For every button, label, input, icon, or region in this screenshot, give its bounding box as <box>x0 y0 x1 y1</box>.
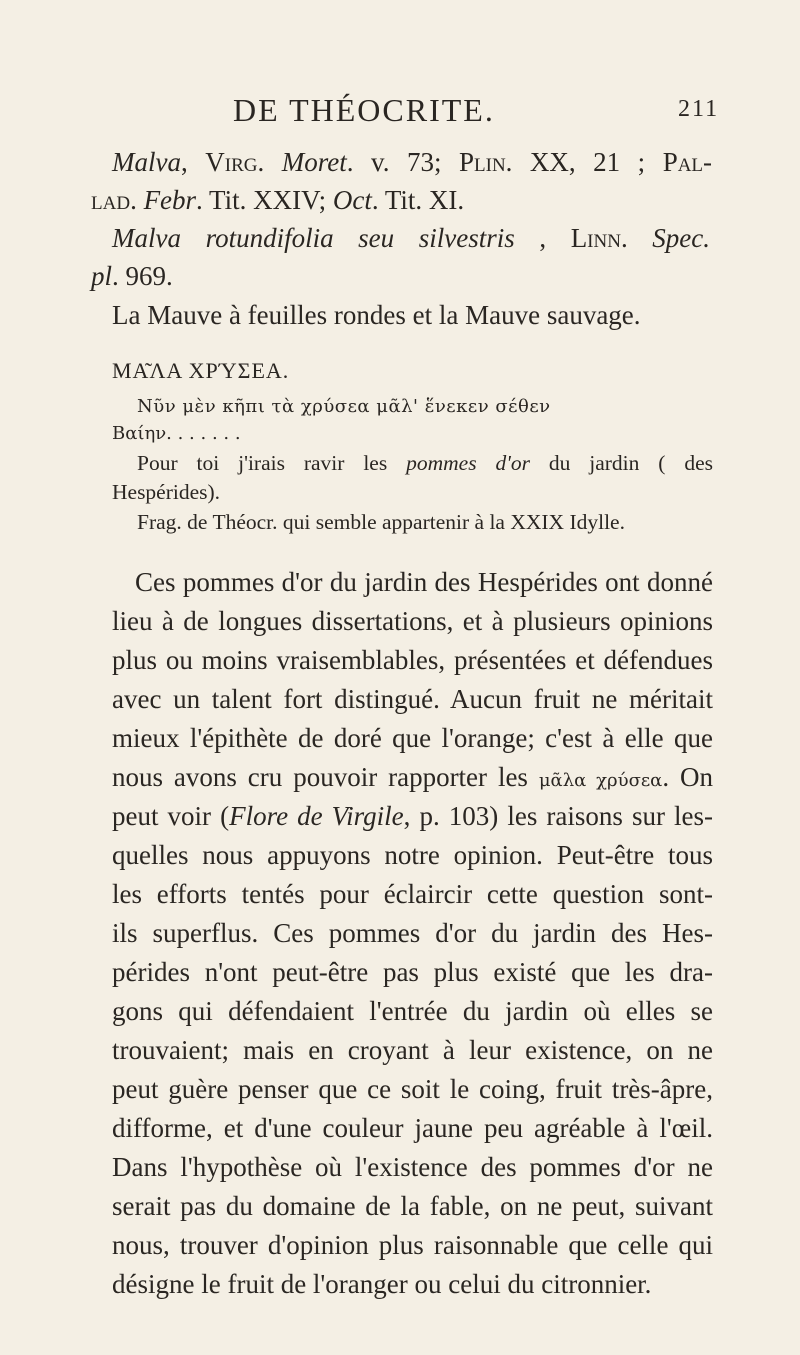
paragraph-line: Ces pommes d'or du jardin des Hespérides ont donné <box>135 567 713 597</box>
paragraph-line: quelles nous appuyons notre opinion. Peut-être tous <box>112 840 713 870</box>
section-heading: ΜΑ͂ΛΑ ΧΡΎΣΕΑ. <box>112 358 290 383</box>
paragraph-line: avec un talent fort distingué. Aucun fruit ne méritait <box>112 684 713 714</box>
malva-ref-line-4: pl. 969. <box>91 261 173 291</box>
fragment-note: Frag. de Théocr. qui semble appartenir à la XXIX Idylle. <box>137 510 625 534</box>
paragraph-line: plus ou moins vraisemblables, présentées et défendues <box>112 645 713 675</box>
running-head <box>0 92 800 132</box>
paragraph-line: nous avons cru pouvoir rapporter les μᾶλα χρύσεα. On <box>112 762 713 792</box>
running-head-title: DE THÉOCRITE. <box>233 92 495 128</box>
mauve-description: La Mauve à feuilles rondes et la Mauve sauvage. <box>112 300 641 330</box>
paragraph-line: nous, trouver d'opinion plus raisonnable que celle qui <box>112 1230 713 1260</box>
paragraph-line: ils superflus. Ces pommes d'or du jardin des Hes- <box>112 918 713 948</box>
paragraph-line: gons qui défendaient l'entrée du jardin où elles se <box>112 996 713 1026</box>
paragraph-line: lieu à de longues dissertations, et à plusieurs opinions <box>112 606 713 636</box>
paragraph-line: peut guère penser que ce soit le coing, fruit très-âpre, <box>112 1074 713 1104</box>
translation-line-2: Hespérides). <box>112 480 221 504</box>
paragraph-line: difforme, et d'une couleur jaune peu agréable à l'œil. <box>112 1113 713 1143</box>
paragraph-line: serait pas du domaine de la fable, on ne peut, suivant <box>112 1191 713 1221</box>
paragraph-line: Dans l'hypothèse où l'existence des pommes d'or ne <box>112 1152 713 1182</box>
malva-ref-line-3: Malva rotundifolia seu silvestris , Linn. Spec. <box>112 223 711 253</box>
paragraph-line: les efforts tentés pour éclaircir cette question sont- <box>112 879 713 909</box>
paragraph-line: désigne le fruit de l'oranger ou celui du citronnier. <box>112 1269 652 1299</box>
translation-line-1: Pour toi j'irais ravir les pommes d'or du jardin ( des <box>137 451 713 475</box>
paragraph-line: pérides n'ont peut-être pas plus existé que les dra- <box>112 957 713 987</box>
page-number: 211 <box>678 96 720 122</box>
greek-quote-line-2: Βαίην. . . . . . . <box>112 423 241 444</box>
paragraph-line: trouvaient; mais en croyant à leur existence, on ne <box>112 1035 713 1065</box>
malva-ref-line-2: lad. Febr. Tit. XXIV; Oct. Tit. XI. <box>91 185 465 215</box>
malva-ref-line-1: Malva, Virg. Moret. v. 73; Plin. XX, 21 ; Pal- <box>112 147 713 177</box>
paragraph-line: peut voir (Flore de Virgile, p. 103) les raisons sur les- <box>112 801 713 831</box>
paragraph-line: mieux l'épithète de doré que l'orange; c'est à elle que <box>112 723 713 753</box>
greek-quote-line-1: Νῦν μὲν κῆπι τὰ χρύσεα μᾶλ' ἕνεκεν σέθεν <box>137 396 551 417</box>
